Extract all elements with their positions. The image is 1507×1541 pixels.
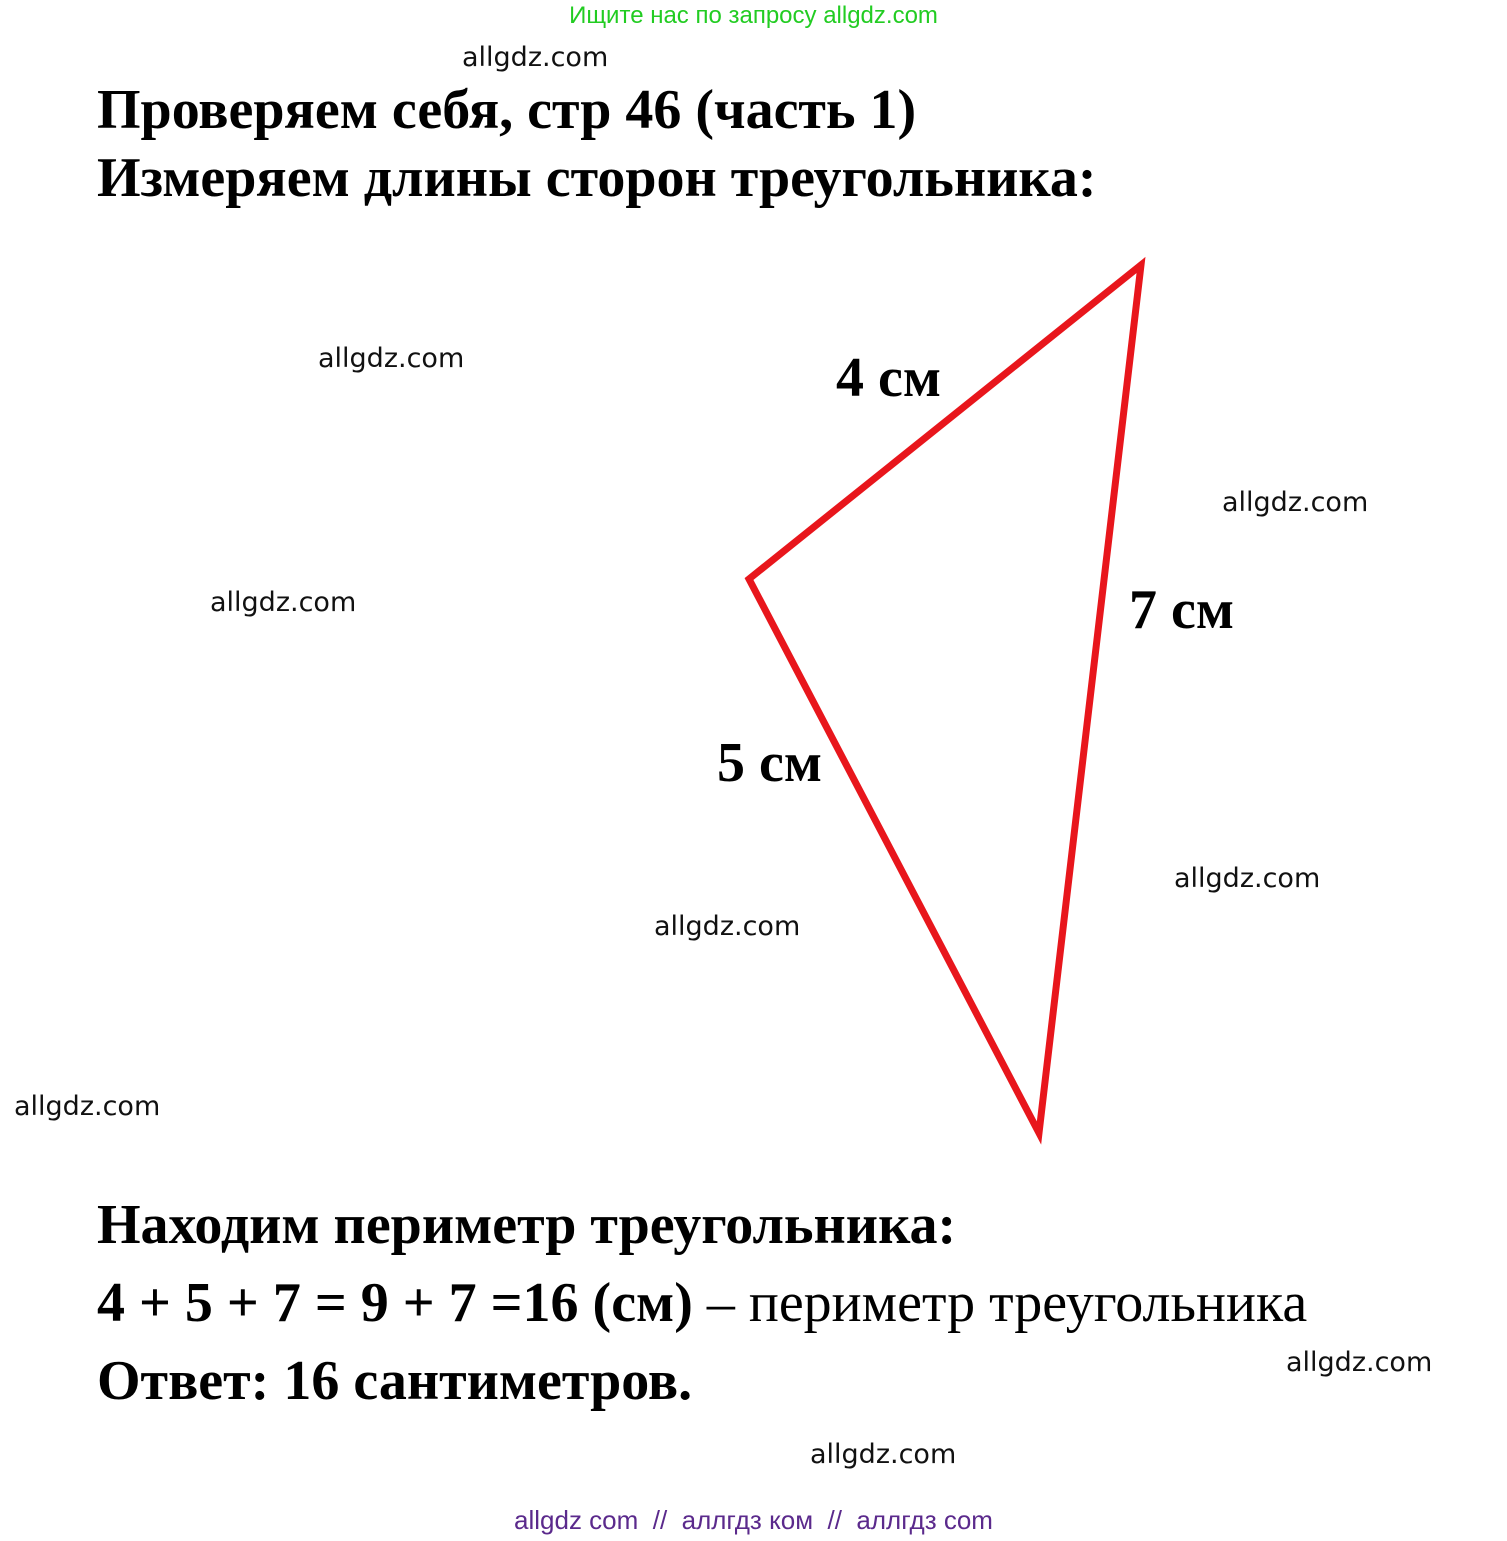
watermark: allgdz.com xyxy=(462,42,609,73)
watermark: allgdz.com xyxy=(210,587,357,618)
answer-line: Ответ: 16 сантиметров. xyxy=(97,1350,693,1412)
watermark: allgdz.com xyxy=(1174,863,1321,894)
watermark: allgdz.com xyxy=(810,1439,957,1470)
equation-expression: 4 + 5 + 7 = 9 + 7 =16 (см) xyxy=(97,1272,693,1334)
watermark: allgdz.com xyxy=(14,1091,161,1122)
side-label-left: 5 см xyxy=(717,732,822,794)
watermark: allgdz.com xyxy=(654,911,801,942)
page-title: Проверяем себя, стр 46 (часть 1) xyxy=(97,79,917,141)
watermark: allgdz.com xyxy=(1222,487,1369,518)
watermark: allgdz.com xyxy=(1286,1347,1433,1378)
search-banner: Ищите нас по запросу allgdz.com xyxy=(569,2,938,29)
page-subtitle: Измеряем длины сторон треугольника: xyxy=(97,147,1097,209)
triangle-shape xyxy=(749,265,1141,1133)
perimeter-heading: Находим периметр треугольника: xyxy=(97,1194,957,1256)
footer-links: allgdz com // аллгдз ком // аллгдз com xyxy=(514,1505,993,1535)
side-label-top: 4 см xyxy=(836,347,941,409)
side-label-right: 7 см xyxy=(1129,579,1234,641)
perimeter-equation xyxy=(97,1272,1308,1334)
equation-suffix: – периметр треугольника xyxy=(692,1272,1308,1334)
watermark: allgdz.com xyxy=(318,343,465,374)
